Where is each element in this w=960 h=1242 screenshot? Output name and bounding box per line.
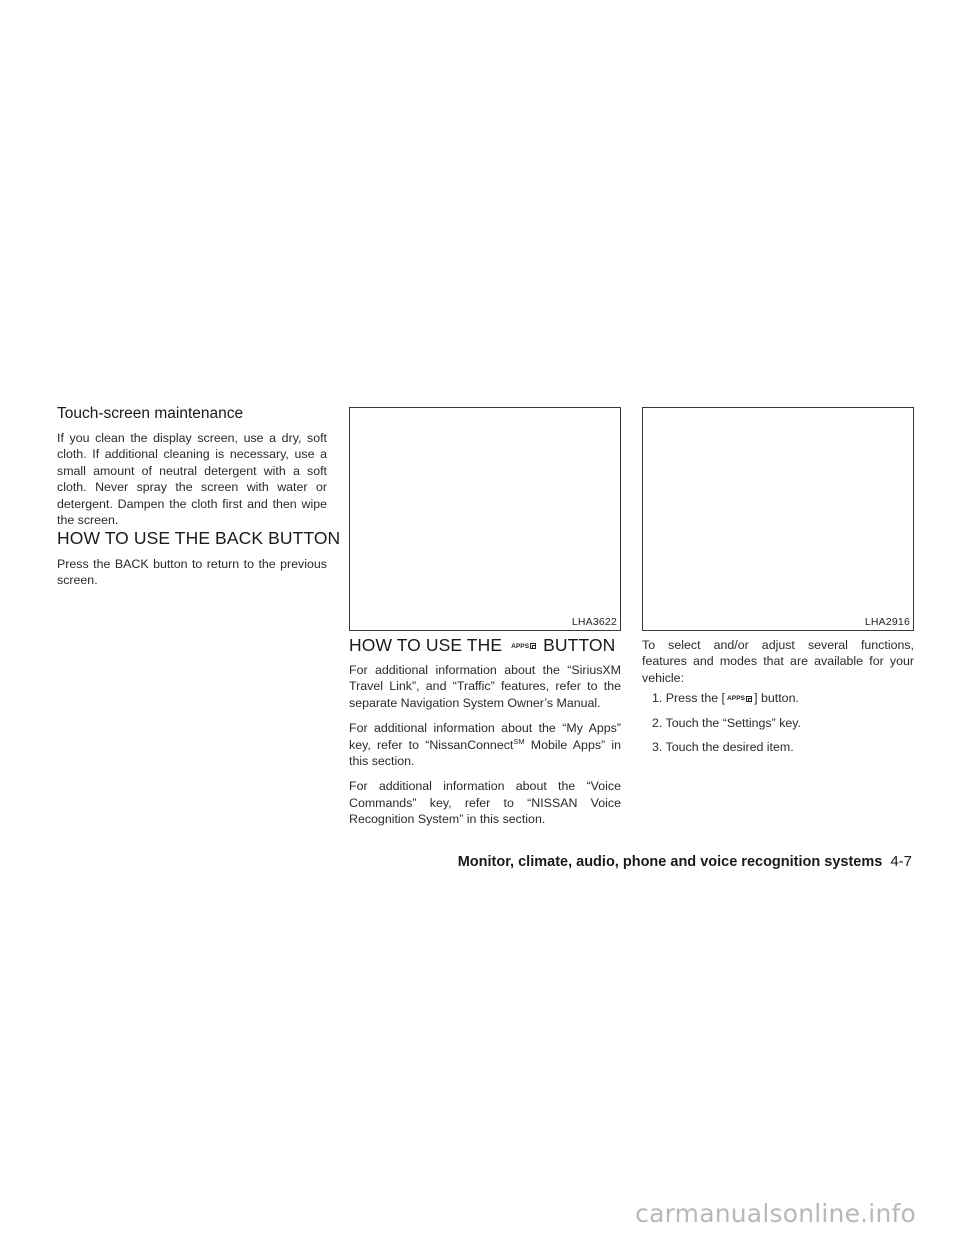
step-1-after: ] button. [754,691,799,705]
heading-apps-after: BUTTON [543,635,616,655]
voice-commands-paragraph: For additional information about the “Voice Commands” key, refer to “NISSAN Voice Recognition System” in this section. [349,779,621,827]
siriusxm-paragraph: For additional information about the “SiriusXM Travel Link”, and “Traffic” features, refer to the separate Navigation System Owner’s Manual. [349,663,621,710]
figure-lha3622 [349,407,621,631]
step-1-before: 1. Press the [ [652,691,726,705]
heading-apps-before: HOW TO USE THE [349,635,503,655]
my-apps-text-1: For additional information about the “My Apps” key, refer to “NissanConnect [349,721,621,752]
heading-back-button: HOW TO USE THE BACK BUTTON [57,528,341,548]
heading-apps-button [349,635,615,656]
back-button-paragraph [57,556,327,598]
watermark: carmanualsonline.info [635,1199,916,1228]
apps-icon-label: APPS [727,694,746,702]
touch-screen-paragraph [57,430,327,537]
figure-label: LHA2916 [864,616,910,628]
figure-label: LHA3622 [571,616,617,628]
back-button-text: Press the BACK button to return to the previous screen. [57,557,327,588]
figure-lha2916 [642,407,914,631]
touch-screen-text: If you clean the display screen, use a dry, soft cloth. If additional cleaning is necessary, use a small amount of neutral detergent with a soft cloth. Never spray the screen with water or detergent. Dampen the cloth first and then wipe the screen. [57,431,327,528]
apps-icon [511,643,536,650]
page-footer [458,853,912,870]
step-3: 3. Touch the desired item. [652,740,794,755]
apps-paragraphs [349,662,621,837]
service-mark: SM [513,736,525,746]
settings-steps [652,690,914,764]
apps-icon [727,691,752,707]
step-2: 2. Touch the “Settings” key. [652,715,801,730]
footer-title: Monitor, climate, audio, phone and voice recognition systems [457,854,883,870]
steps-list [652,690,914,756]
apps-icon-label: APPS [511,642,530,650]
page-number: 4-7 [890,853,912,870]
my-apps-text-2: Mobile Apps” in this section. [349,737,621,769]
my-apps-paragraph [349,720,621,769]
settings-intro-text: To select and/or adjust several functions, features and modes that are available for your vehicle: [642,638,914,685]
subheading-touch-screen: Touch-screen maintenance [57,405,244,422]
step-1 [652,690,914,707]
settings-intro [642,637,914,695]
